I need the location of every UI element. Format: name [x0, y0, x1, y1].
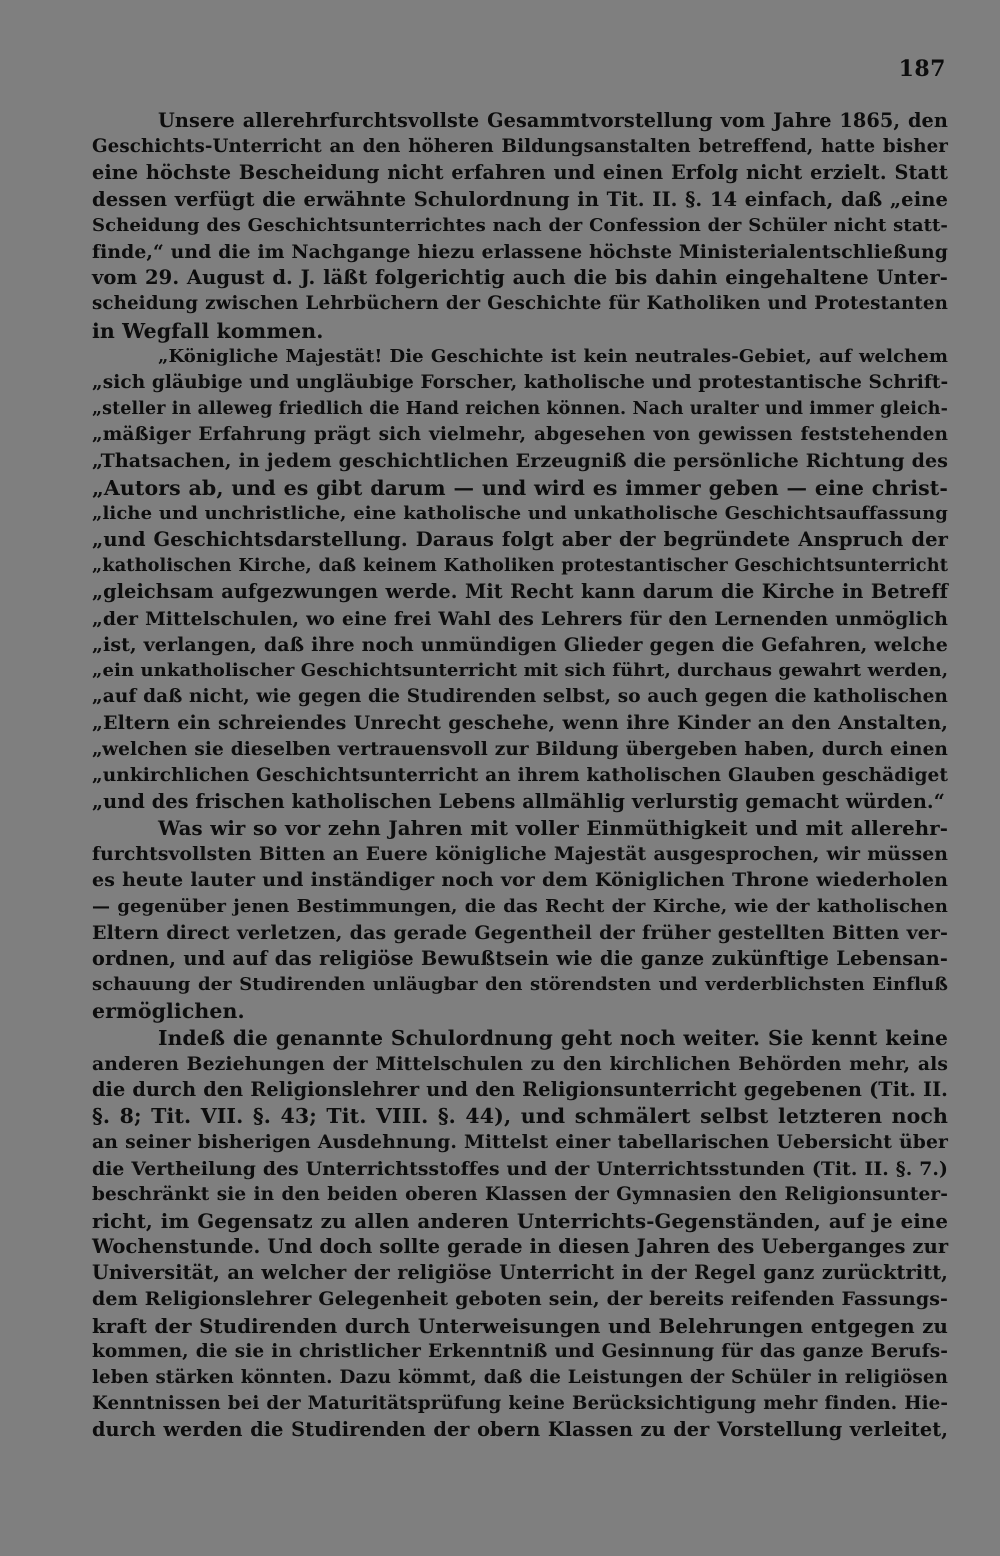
text-line: Geschichts-Unterricht an den höheren Bildungsanstalten betreffend, hatte bisher — [92, 136, 948, 158]
text-line: „der Mittelschulen, wo eine frei Wahl des Lehrers für den Lernenden unmöglich — [92, 607, 948, 630]
text-line: richt, im Gegensatz zu allen anderen Unterrichts-Gegenständen, auf je eine — [92, 1208, 948, 1233]
text-line: anderen Beziehungen der Mittelschulen zu den kirchlichen Behörden mehr, als — [92, 1052, 948, 1075]
text-line: dem Religionslehrer Gelegenheit geboten sein, der bereits reifenden Fassungs- — [92, 1288, 948, 1311]
text-line: „gleichsam aufgezwungen werde. Mit Recht kann darum die Kirche in Betreff — [92, 580, 948, 604]
text-line: leben stärken könnten. Dazu kömmt, daß die Leistungen der Schüler in religiösen — [92, 1367, 948, 1388]
text-line: Unsere allerehrfurchtsvollste Gesammtvorstellung vom Jahre 1865, den — [158, 109, 948, 132]
text-line: „sich gläubige und ungläubige Forscher, katholische und protestantische Schrift- — [92, 371, 949, 393]
text-line: §. 8; Tit. VII. §. 43; Tit. VIII. §. 44), und schmälert selbst letzteren noch — [92, 1104, 948, 1129]
text-line: Scheidung des Geschichtsunterrichtes nach der Confession der Schüler nicht statt- — [92, 214, 948, 236]
text-line: „ist, verlangen, daß ihre noch unmündigen Glieder gegen die Gefahren, welche — [92, 633, 948, 656]
text-line: Kenntnissen bei der Maturitätsprüfung keine Berücksichtigung mehr finden. Hie- — [92, 1393, 948, 1415]
text-line: „Königliche Majestät! Die Geschichte ist kein neutrales-Gebiet, auf welchem — [158, 345, 948, 367]
text-line: an seiner bisherigen Ausdehnung. Mittelst einer tabellarischen Uebersicht über — [92, 1131, 948, 1154]
text-line: Wochenstunde. Und doch sollte gerade in diesen Jahren des Ueberganges zur — [92, 1235, 949, 1259]
text-line: furchtsvollsten Bitten an Euere königliche Majestät ausgesprochen, wir müssen — [92, 843, 948, 866]
text-line: kommen, die sie in christlicher Erkenntniß und Gesinnung für das ganze Berufs- — [92, 1340, 948, 1362]
text-line: in Wegfall kommen. — [92, 318, 324, 343]
text-line: schauung der Studirenden unläugbar den störendsten und verderblichsten Einfluß — [92, 974, 948, 996]
text-line: eine höchste Bescheidung nicht erfahren und einen Erfolg nicht erzielt. Statt — [92, 161, 948, 185]
text-line: ermöglichen. — [92, 999, 245, 1024]
text-line: die Vertheilung des Unterrichtsstoffes und der Unterrichtsstunden (Tit. II. §. 7.) — [92, 1157, 948, 1180]
text-line: Eltern direct verletzen, das gerade Gegentheil der früher gestellten Bitten ver- — [92, 921, 948, 944]
text-line: „und des frischen katholischen Lebens allmählig verlurstig gemacht würden.“ — [92, 789, 945, 813]
text-line: „und Geschichtsdarstellung. Daraus folgt aber der begründete Anspruch der — [92, 528, 948, 551]
text-line: Was wir so vor zehn Jahren mit voller Einmüthigkeit und mit allerehr- — [158, 816, 948, 841]
text-line: die durch den Religionslehrer und den Religionsunterricht gegebenen (Tit. II. — [92, 1077, 948, 1101]
text-line: „ein unkatholischer Geschichtsunterricht mit sich führt, durchaus gewahrt werden, — [92, 659, 949, 681]
body-text — [92, 108, 948, 1444]
text-line: „katholischen Kirche, daß keinem Katholiken protestantischer Geschichtsunterricht — [92, 555, 948, 577]
text-line: scheidung zwischen Lehrbüchern der Geschichte für Katholiken und Protestanten — [92, 293, 948, 315]
text-line: — gegenüber jenen Bestimmungen, die das Recht der Kirche, wie der katholischen — [92, 895, 948, 917]
text-line: „Autors ab, und es gibt darum — und wird es immer geben — eine christ- — [92, 475, 948, 500]
text-line: ordnen, und auf das religiöse Bewußtsein wie die ganze zukünftige Lebensan- — [92, 947, 948, 970]
text-line: vom 29. August d. J. läßt folgerichtig auch die bis dahin eingehaltene Unter- — [92, 266, 948, 290]
text-line: „unkirchlichen Geschichtsunterricht an ihrem katholischen Glauben geschädiget — [92, 764, 948, 786]
text-line: durch werden die Studirenden der obern Klassen zu der Vorstellung verleitet, — [92, 1418, 948, 1442]
text-line: „welchen sie dieselben vertrauensvoll zur Bildung übergeben haben, durch einen — [92, 738, 948, 760]
text-line: kraft der Studirenden durch Unterweisungen und Belehrungen entgegen zu — [92, 1313, 948, 1338]
text-line: „steller in alleweg friedlich die Hand reichen können. Nach uralter und immer gleich- — [92, 399, 948, 420]
text-line: „auf daß nicht, wie gegen die Studirenden selbst, so auch gegen die katholischen — [92, 686, 948, 708]
text-line: „Thatsachen, in jedem geschichtlichen Erzeugniß die persönliche Richtung des — [92, 450, 948, 473]
text-line: „mäßiger Erfahrung prägt sich vielmehr, abgesehen von gewissen feststehenden — [92, 424, 948, 446]
text-line: es heute lauter und inständiger noch vor dem Königlichen Throne wiederholen — [92, 869, 948, 892]
text-line: „liche und unchristliche, eine katholische und unkatholische Geschichtsauffassung — [92, 502, 948, 524]
text-line: „Eltern ein schreiendes Unrecht geschehe, wenn ihre Kinder an den Anstalten, — [92, 712, 948, 735]
text-line: beschränkt sie in den beiden oberen Klassen der Gymnasien den Religionsunter- — [92, 1183, 948, 1205]
text-line: Indeß die genannte Schulordnung geht noch weiter. Sie kennt keine — [158, 1025, 948, 1050]
text-line: dessen verfügt die erwähnte Schulordnung in Tit. II. §. 14 einfach, daß „eine — [92, 187, 948, 211]
text-line: finde,“ und die im Nachgange hiezu erlassene höchste Ministerialentschließung — [92, 240, 948, 263]
page-number: 187 — [898, 56, 946, 82]
text-line: Universität, an welcher der religiöse Unterricht in der Regel ganz zurücktritt, — [92, 1261, 948, 1285]
